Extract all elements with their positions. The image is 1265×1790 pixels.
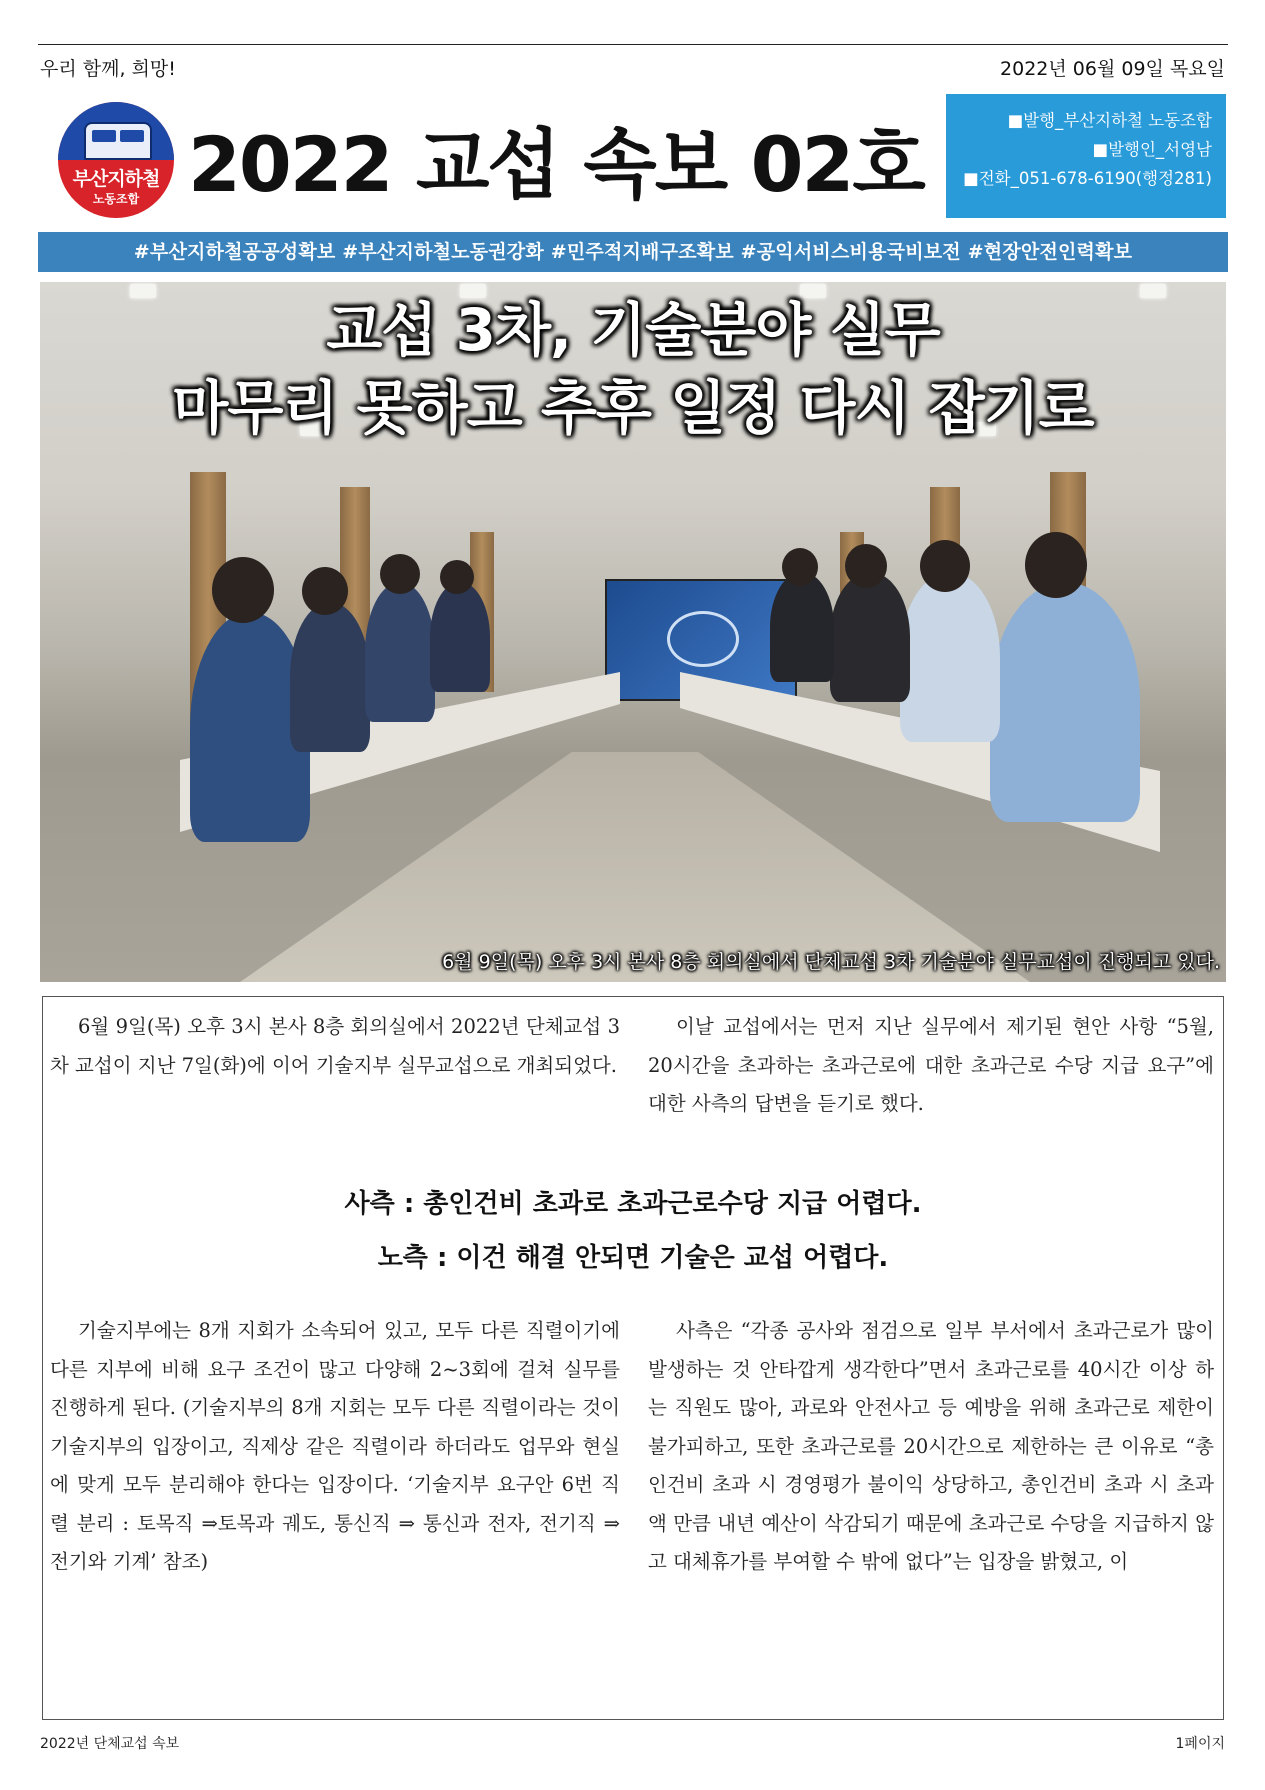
publisher-line: ■발행_부산지하철 노동조합 (1007, 111, 1212, 130)
slogan: 우리 함께, 희망! (40, 58, 176, 80)
photo-headline-line1: 교섭 3차, 기술분야 실무 (326, 296, 940, 364)
article-paragraph: 기술지부에는 8개 지회가 소속되어 있고, 모두 다른 직렬이기에 다른 지부에 비해 요구 조건이 많고 다양해 2~3회에 걸쳐 실무를 진행하게 된다. (기술지부의 8개 지회는 모두 다른 직렬이라는 것이 기술지부의 입장이고, 직제상 같은 직렬이라 하더라도 업무와 현실에 맞게 모두 분리해야 한다는 입장이다. ‘기술지부 요구안 6번 직렬 분리 : 토목직 ⇒토목과 궤도, 통신직 ⇒ 통신과 전자, 전기직 ⇒ 전기와 기계’ 참조) (50, 1319, 620, 1573)
publisher-line: ■발행인_서영남 (1092, 140, 1212, 159)
footer-page-number: 1페이지 (1175, 1736, 1225, 1752)
footer-publication: 2022년 단체교섭 속보 (40, 1736, 180, 1752)
article-paragraph: 이날 교섭에서는 먼저 지난 실무에서 제기된 현안 사항 “5월, 20시간을 초과하는 초과근로에 대한 초과근로 수당 지급 요구”에 대한 사측의 답변을 듣기로 했다. (648, 1015, 1214, 1115)
meeting-photo (40, 282, 1226, 982)
issue-date: 2022년 06월 09일 목요일 (1000, 58, 1225, 80)
train-icon (84, 122, 152, 160)
article-paragraph: 사측은 “각종 공사와 점검으로 일부 부서에서 초과근로가 많이 발생하는 것 안타깝게 생각한다”면서 초과근로를 40시간 이상 하는 직원도 많아, 과로와 안전사고 등 예방을 위해 초과근로 제한이 불가피하고, 또한 초과근로를 20시간으로 제한하는 큰 이유로 “총인건비 초과 시 경영평가 불이익 상당하고, 총인건비 초과 시 초과액 만큼 내년 예산이 삭감되기 때문에 초과근로 수당을 지급하지 않고 대체휴가를 부여할 수 밖에 없다”는 입장을 밝혔고, 이 (648, 1319, 1214, 1573)
article-paragraph: 6월 9일(목) 오후 3시 본사 8층 회의실에서 2022년 단체교섭 3차 교섭이 지난 7일(화)에 이어 기술지부 실무교섭으로 개최되었다. (50, 1015, 620, 1077)
photo-caption: 6월 9일(목) 오후 3시 본사 8층 회의실에서 단체교섭 3차 기술분야 실무교섭이 진행되고 있다. (442, 951, 1220, 973)
publisher-line: ■전화_051-678-6190(행정281) (963, 169, 1212, 188)
photo-headline-line2: 마무리 못하고 추후 일정 다시 잡기로 (172, 374, 1094, 442)
publisher-box (946, 94, 1226, 218)
subheading-management: 사측 : 총인건비 초과로 초과근로수당 지급 어렵다. (344, 1189, 922, 1219)
hashtag-bar: #부산지하철공공성확보 #부산지하철노동권강화 #민주적지배구조확보 #공익서비스비용국비보전 #현장안전인력확보 (38, 232, 1228, 272)
union-logo: 부산지하철 노동조합 (58, 102, 174, 218)
subheading-union: 노측 : 이건 해결 안되면 기술은 교섭 어렵다. (377, 1243, 889, 1273)
top-rule (38, 44, 1228, 45)
newsletter-title: 2022 교섭 속보 02호 (188, 120, 924, 209)
